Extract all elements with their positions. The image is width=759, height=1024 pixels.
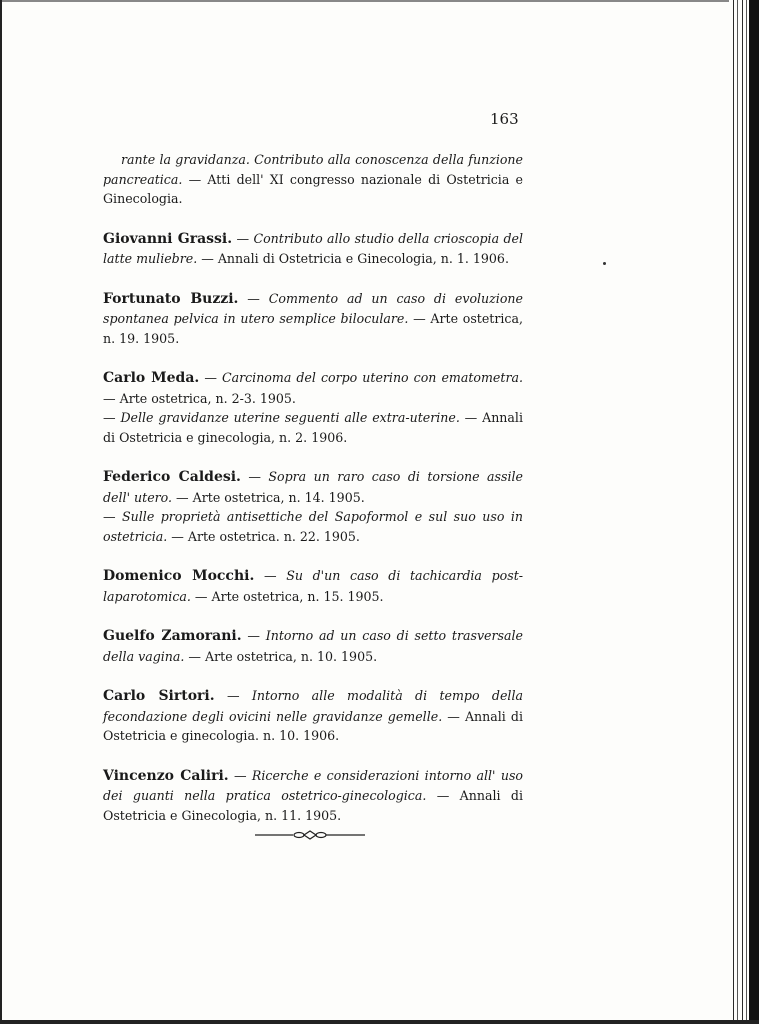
entry-source: — Annali di Ostetricia e Ginecologia, n. 11. 1905. (103, 788, 523, 823)
ornament-diamond (304, 831, 316, 839)
page-number: 163 (490, 110, 519, 128)
page-bottom-edge (0, 1020, 759, 1024)
entry-source: — Arte ostetrica, n. 14. 1905. (172, 489, 365, 505)
entry-title: Carcinoma del corpo uterino con ematometra. (221, 370, 523, 385)
entry-source: — Atti dell' XI congresso nazionale di Ostetricia e Ginecologia. (103, 171, 523, 206)
entry-title: Intorno alle modalità di tempo della fecondazione degli ovicini nelle gravidanze gemelle. (103, 688, 523, 724)
entry-title: Commento ad un caso di evoluzione spontanea pelvica in utero semplice biloculare. (103, 290, 523, 326)
bibliography-entry (103, 626, 523, 666)
bibliography-entry (103, 150, 523, 209)
entry-source: — Annali di Ostetricia e Ginecologia, n. 1. 1906. (197, 251, 509, 266)
entry-author: Federico Caldesi. (103, 469, 241, 485)
entry-dash: — (241, 628, 266, 643)
entry-dash: — (103, 410, 121, 425)
entry-dash: — (103, 509, 123, 524)
entry-dash: — (214, 688, 252, 703)
entry-source: — Arte ostetrica, n. 19. 1905. (103, 311, 523, 346)
entry-source: — Arte ostetrica, n. 15. 1905. (190, 588, 384, 604)
entry-title-second: Sulle proprietà antisettiche del Sapoformol e sul suo uso in ostetricia. (103, 509, 523, 544)
entry-dash: — (232, 230, 254, 246)
bibliography-entry (103, 686, 523, 746)
ornament-loop-left (294, 833, 304, 838)
entry-author: Guelfo Zamorani. (103, 628, 242, 644)
ornament-loop-right (316, 833, 326, 838)
bibliography-entry (103, 467, 523, 546)
ink-speck (603, 262, 606, 265)
entry-source: — Arte ostetrica, n. 2-3. 1905. (103, 390, 296, 406)
entry-author: Carlo Meda. (103, 370, 200, 386)
page-left-edge (0, 0, 2, 1024)
bibliography-list (103, 150, 523, 845)
entry-title: rante la gravidanza. Contributo alla conoscenza della funzione pancreatica. (103, 152, 523, 187)
entry-dash: — (199, 370, 222, 385)
entry-author: Carlo Sirtori. (103, 688, 215, 704)
entry-source-second: — Annali di Ostetricia e ginecologia, n. 2. 1906. (103, 410, 523, 445)
book-spine-shadow (749, 0, 759, 1024)
bibliography-entry (103, 289, 523, 349)
page-top-edge (0, 0, 740, 2)
entry-author: Domenico Mocchi. (103, 568, 255, 584)
entry-source-second: — Arte ostetrica. n. 22. 1905. (167, 528, 360, 544)
entry-author: Giovanni Grassi. (103, 230, 233, 247)
bibliography-entry (103, 566, 523, 606)
bibliography-entry (103, 229, 523, 269)
ornament-divider (255, 828, 365, 842)
entry-title: Sopra un raro caso di torsione assile dell' utero. (103, 469, 523, 505)
entry-author: Fortunato Buzzi. (103, 290, 239, 307)
entry-dash: — (254, 568, 287, 583)
entry-title: Su d'un caso di tachicardia post-laparotomica. (103, 568, 524, 604)
entry-title: Contributo allo studio della crioscopia del latte muliebre. (103, 230, 523, 266)
entry-title-second: Delle gravidanze uterine seguenti alle extra-uterine. (120, 410, 460, 425)
entry-dash: — (228, 767, 252, 783)
entry-author: Vincenzo Caliri. (103, 767, 229, 784)
entry-dash: — (238, 290, 269, 306)
entry-dash: — (240, 469, 269, 484)
bibliography-entry (103, 368, 523, 447)
entry-source: — Annali di Ostetricia e ginecologia. n. 10. 1906. (103, 708, 523, 743)
bibliography-entry (103, 766, 523, 826)
entry-source: — Arte ostetrica, n. 10. 1905. (184, 648, 378, 664)
entry-title: Intorno ad un caso di setto trasversale della vagina. (103, 628, 523, 664)
entry-title: Ricerche e considerazioni intorno all' uso dei guanti nella pratica ostetrico-ginecologica. (103, 767, 523, 803)
